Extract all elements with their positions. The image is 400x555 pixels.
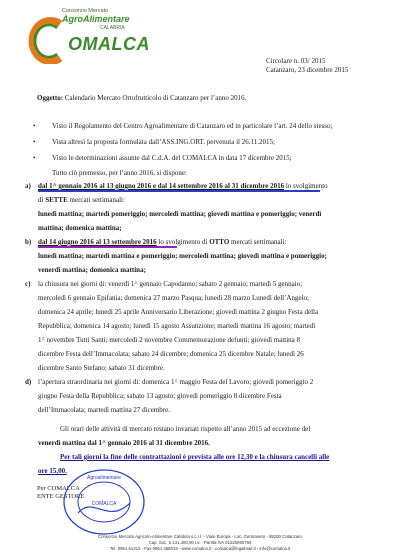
item-c-line5: 1^ novembre Tutti Santi; mercoledì 2 novembre Commemorazione defunti; giovedì mattina 8 bbox=[38, 336, 301, 344]
signature-line1: Per COMALCA bbox=[37, 485, 80, 492]
logo-line2: AgroAlimentare bbox=[62, 14, 130, 24]
comalca-logo bbox=[22, 6, 182, 64]
premise-2: Vista altresì la proposta formulata dall’ASS.ING.ORT. pervenuta il 26.11.2015; bbox=[52, 138, 275, 146]
premise-3: Visto le determinazioni assunte dal C.d.A. del COMALCA in data 17 dicembre 2015; bbox=[52, 154, 292, 162]
item-c-line2: mercoledì 6 gennaio Epifania; domenica 27 marzo Pasqua; lunedì 28 marzo Lunedì dell’Angelo; bbox=[38, 294, 309, 302]
item-b-line2: lunedì mattina; martedì mattina e pomeriggio; mercoledì mattina; giovedì mattina e pomeriggio; bbox=[38, 252, 327, 260]
footer-line1: Consorzio Mercato Agricolo-Alimentare Calabria s.c.r.l. - Viale Europa - Loc. Germaneto - 88100 Catanzaro bbox=[98, 534, 302, 539]
item-c-line7: dicembre Santo Stefano; sabato 31 dicembre. bbox=[38, 364, 165, 372]
closing-line2: venerdì mattina dal 1^ gennaio 2016 al 31 dicembre 2016. bbox=[38, 439, 210, 447]
logo-wordmark: OMALCA bbox=[68, 34, 150, 54]
intro-text: Tutto ciò premesso, per l’anno 2016, si dispone: bbox=[52, 169, 187, 177]
bullet-icon: • bbox=[33, 138, 36, 146]
footer-line2: Cap. Soc. 5.131.400,00 i.v. - Partita IVA 01226060794 bbox=[148, 540, 252, 545]
company-stamp-icon bbox=[58, 465, 150, 539]
item-d-line3: dell’Immacolata; martedì mattina 27 dicembre. bbox=[38, 406, 170, 414]
closing-line4: ore 15,00. bbox=[38, 467, 67, 475]
closing-line1: Gli orari delle attività di mercato restano invariati rispetto all’anno 2015 ad eccezione del bbox=[60, 425, 311, 433]
item-d-line2: giugno Festa della Repubblica; sabato 13 agosto; giovedì pomeriggio 8 dicembre Festa bbox=[38, 392, 282, 400]
item-c-line4: Repubblica; domenica 14 agosto; lunedì 15 agosto Assunzione; martedì mattina 16 agosto; martedì bbox=[38, 322, 316, 330]
premise-1: Visto il Regolamento del Centro Agroalimentare di Catanzaro ed in particolare l’art. 24 dello stesso; bbox=[52, 122, 333, 130]
item-c-line3: domenica 24 aprile; lunedì 25 aprile Anniversario Liberazione; giovedì mattina 2 giugno Festa della bbox=[38, 308, 319, 316]
circular-number: Circolare n. 03/ 2015 bbox=[266, 57, 326, 65]
subject-label: Oggetto: bbox=[37, 94, 64, 102]
subject-text: Calendario Mercato Ortofrutticolo di Catanzaro per l’anno 2016. bbox=[64, 94, 247, 102]
logo-line3: CALABRIA bbox=[100, 25, 125, 31]
logo-c-icon bbox=[26, 16, 66, 64]
item-a-rest: lo svolgimento bbox=[284, 182, 328, 190]
item-b-line3: venerdì mattina; domenica mattina; bbox=[38, 266, 146, 274]
signature-line2: ENTE GESTORE bbox=[37, 493, 85, 500]
item-a-marker: a) bbox=[25, 182, 31, 190]
item-a-dates: dal 1^ gennaio 2016 al 13 giugno 2016 e dal 14 settembre 2016 al 31 dicembre 2016 bbox=[38, 182, 285, 190]
circular-header bbox=[266, 57, 348, 75]
item-b-marker: b) bbox=[25, 238, 32, 246]
svg-text:COMALCA: COMALCA bbox=[91, 501, 117, 507]
closing-line3: Per tali giorni la fine delle contrattazioni è prevista alle ore 12,30 e la chiusura cancelli alle bbox=[60, 453, 330, 461]
item-c-marker: c) bbox=[25, 280, 31, 288]
footer-line3: Tel. 0961 61312 - Fax 0961 368019 - www.comalca.it - comalca@legalmail.it - info@comalca.it bbox=[109, 546, 291, 551]
item-d-line1: l’apertura straordinaria nei giorni di: domenica 1^ maggio Festa del Lavoro; giovedì pomeriggio 2 bbox=[38, 378, 314, 386]
logo-line1: Consorzio Mercato bbox=[62, 8, 109, 14]
bullet-icon: • bbox=[33, 122, 36, 130]
underline-mark bbox=[38, 246, 177, 248]
item-c-line1: la chiusura nei giorni di: venerdì 1^ gennaio Capodanno; sabato 2 gennaio; martedì 5 gennaio; bbox=[38, 280, 303, 288]
item-d-marker: d) bbox=[25, 378, 32, 386]
item-a-line2: di SETTE mercati settimanali: bbox=[38, 196, 125, 204]
footer bbox=[0, 534, 400, 552]
item-a-line3: lunedì mattina; martedì pomeriggio; mercoledì mattina; giovedì mattina e pomeriggio; venerdì bbox=[38, 210, 322, 218]
item-b-line1: dal 14 giugno 2016 al 13 settembre 2016 lo svolgimento di OTTO mercati settimanali: bbox=[38, 238, 287, 246]
bullet-icon: • bbox=[33, 154, 36, 162]
item-a-line4: mattina; domenica mattina; bbox=[38, 224, 122, 232]
circular-date: Catanzaro, 23 dicembre 2015 bbox=[266, 66, 349, 74]
subject-line bbox=[37, 94, 246, 103]
item-c-line6: dicembre Festa dell’Immacolata; sabato 24 dicembre; domenica 25 dicembre Natale; lunedì 26 bbox=[38, 350, 304, 358]
underline-mark bbox=[38, 190, 320, 192]
svg-text:Agroalimentare: Agroalimentare bbox=[87, 475, 121, 481]
